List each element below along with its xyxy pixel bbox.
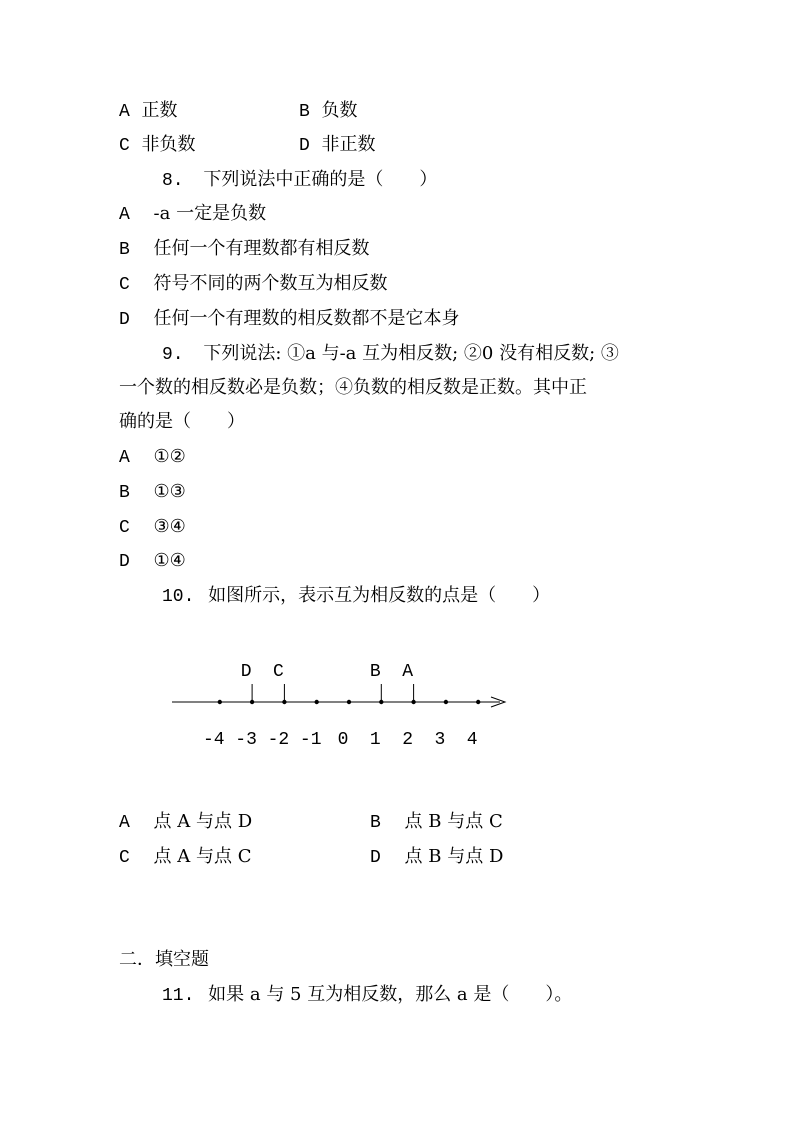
option-letter: B xyxy=(119,483,130,503)
option-text: ①③ xyxy=(153,481,186,502)
q8-option-b xyxy=(119,237,370,262)
q8-option-d xyxy=(119,307,460,332)
question-number: 11. xyxy=(162,986,195,1006)
tick-dot xyxy=(347,700,351,704)
q10-option-d xyxy=(370,845,503,870)
tick-dot xyxy=(476,700,480,704)
q7-option-a xyxy=(119,99,178,124)
option-text: 任何一个有理数都有相反数 xyxy=(153,238,370,259)
tick-label: 0 xyxy=(337,730,349,750)
option-text: -a 一定是负数 xyxy=(153,203,267,224)
option-text: 点 B 与点 D xyxy=(404,846,504,867)
tick-label: -4 xyxy=(202,730,225,750)
q9-option-c xyxy=(119,515,186,540)
option-letter: A xyxy=(119,205,130,225)
tick-dot xyxy=(315,700,319,704)
point-label: D xyxy=(240,662,252,682)
tick-label: -1 xyxy=(299,730,322,750)
question-text: 如图所示，表示互为相反数的点是（ ） xyxy=(208,585,551,606)
option-letter: D xyxy=(119,310,130,330)
question-number: 10. xyxy=(162,587,195,607)
number-line-figure xyxy=(0,650,794,770)
q11-stem xyxy=(162,983,572,1008)
option-letter: D xyxy=(370,848,381,868)
option-letter: B xyxy=(370,813,381,833)
q9-option-d xyxy=(119,549,186,574)
option-letter: C xyxy=(119,275,130,295)
option-letter: D xyxy=(119,552,130,572)
q8-stem xyxy=(162,168,437,193)
option-letter: B xyxy=(119,240,130,260)
point-label: B xyxy=(369,662,381,682)
q9-stem-line2: 一个数的相反数必是负数；④负数的相反数是正数。其中正 xyxy=(119,377,587,398)
q8-option-c xyxy=(119,272,388,297)
option-text: ①② xyxy=(153,446,186,467)
tick-label: -2 xyxy=(267,730,290,750)
q9-option-a xyxy=(119,445,186,470)
option-letter: C xyxy=(119,848,130,868)
option-text: 负数 xyxy=(321,100,358,121)
question-text: 下列说法中正确的是（ ） xyxy=(203,169,438,190)
q9-option-b xyxy=(119,480,186,505)
tick-label: -3 xyxy=(235,730,257,750)
option-text: 点 B 与点 C xyxy=(404,811,503,832)
question-text: 下列说法: ①a 与-a 互为相反数; ②0 没有相反数; ③ xyxy=(203,343,619,364)
option-letter: C xyxy=(119,136,130,156)
option-text: 点 A 与点 C xyxy=(153,846,252,867)
question-number: 8. xyxy=(162,171,184,191)
point-label: C xyxy=(272,662,284,682)
q10-option-c xyxy=(119,845,251,870)
question-number: 9. xyxy=(162,345,184,365)
section-heading: 二．填空题 xyxy=(119,949,209,970)
q10-stem xyxy=(162,584,550,609)
tick-dot xyxy=(444,700,448,704)
q9-stem-line1 xyxy=(162,342,619,367)
option-text: 符号不同的两个数互为相反数 xyxy=(153,273,388,294)
option-letter: A xyxy=(119,813,130,833)
option-text: 正数 xyxy=(141,100,178,121)
tick-label: 1 xyxy=(369,730,381,750)
q10-option-a xyxy=(119,810,252,835)
tick-dot xyxy=(218,700,222,704)
question-text: 如果 a 与 5 互为相反数，那么 a 是（ ）。 xyxy=(208,984,573,1005)
option-text: 任何一个有理数的相反数都不是它本身 xyxy=(153,308,460,329)
tick-label: 3 xyxy=(434,730,446,750)
option-letter: A xyxy=(119,448,130,468)
option-text: ①④ xyxy=(153,550,186,571)
option-letter: D xyxy=(299,136,310,156)
q9-stem-line3: 确的是（ ） xyxy=(119,411,245,432)
tick-label: 2 xyxy=(402,730,414,750)
option-text: 非正数 xyxy=(321,134,376,155)
q7-option-d xyxy=(299,133,376,158)
option-letter: C xyxy=(119,518,130,538)
option-text: 非负数 xyxy=(141,134,196,155)
q7-option-c xyxy=(119,133,196,158)
option-text: 点 A 与点 D xyxy=(153,811,253,832)
option-letter: B xyxy=(299,102,310,122)
point-label: A xyxy=(402,662,414,682)
q10-option-b xyxy=(370,810,503,835)
tick-label: 4 xyxy=(466,730,478,750)
option-letter: A xyxy=(119,102,130,122)
q8-option-a xyxy=(119,202,266,227)
option-text: ③④ xyxy=(153,516,186,537)
q7-option-b xyxy=(299,99,358,124)
